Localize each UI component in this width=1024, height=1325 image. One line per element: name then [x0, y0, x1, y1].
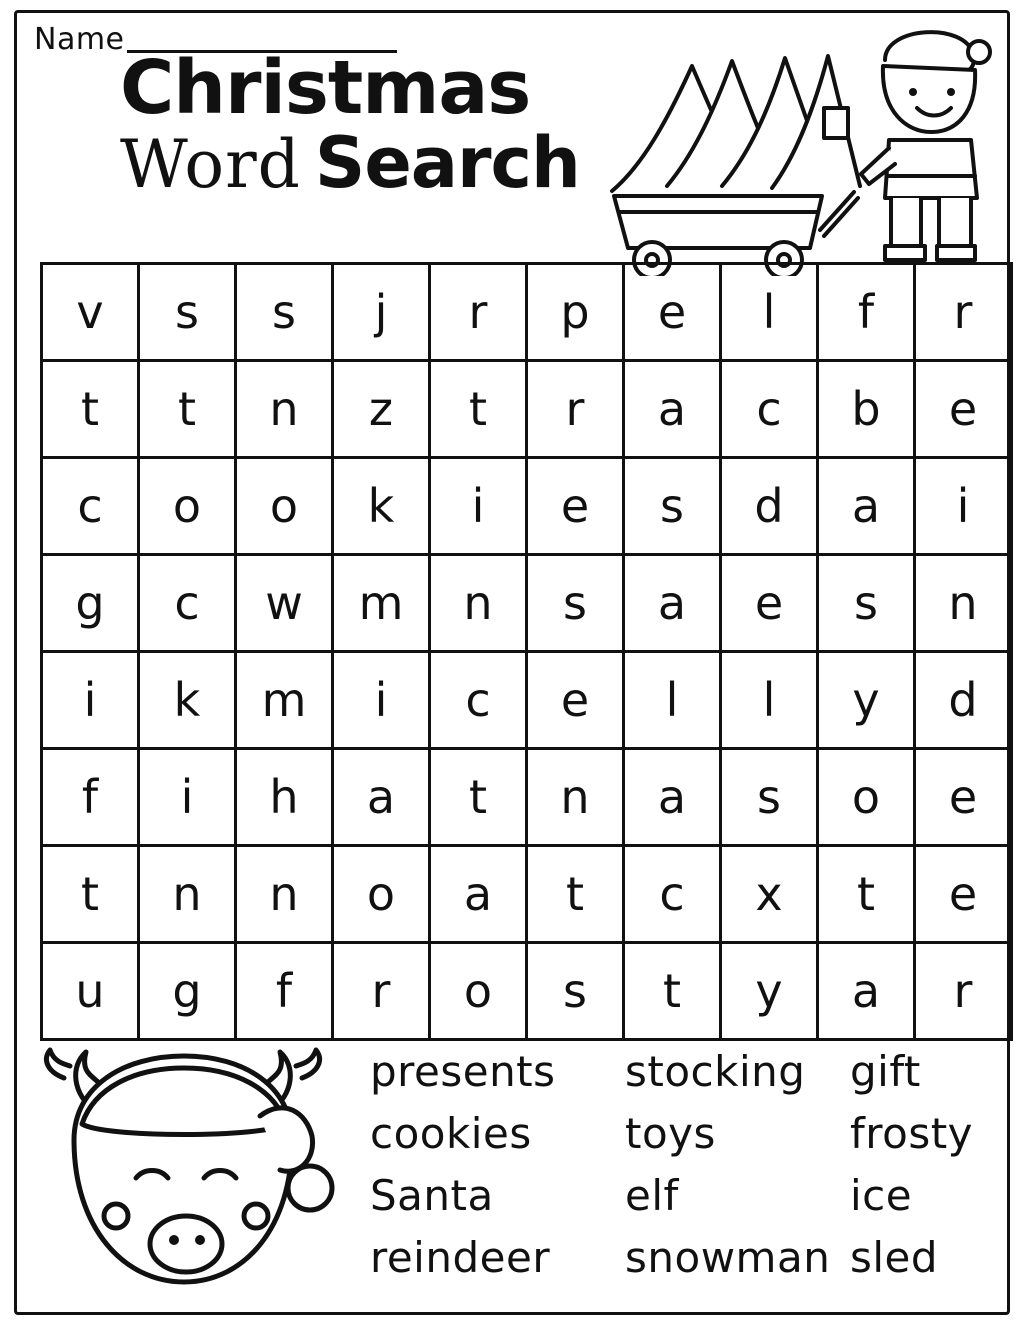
- grid-cell[interactable]: l: [721, 652, 818, 749]
- christmas-tree-wagon-icon: [572, 16, 872, 276]
- grid-cell[interactable]: f: [42, 749, 139, 846]
- grid-cell[interactable]: a: [624, 749, 721, 846]
- grid-cell[interactable]: b: [818, 361, 915, 458]
- grid-cell[interactable]: e: [721, 555, 818, 652]
- grid-cell[interactable]: n: [527, 749, 624, 846]
- letter-grid-table[interactable]: [40, 262, 1013, 1041]
- grid-cell[interactable]: v: [42, 264, 139, 361]
- grid-cell[interactable]: r: [915, 264, 1012, 361]
- grid-cell[interactable]: y: [721, 943, 818, 1040]
- grid-cell[interactable]: t: [42, 361, 139, 458]
- grid-cell[interactable]: e: [915, 749, 1012, 846]
- grid-cell[interactable]: a: [333, 749, 430, 846]
- page-title: [120, 45, 640, 204]
- list-item[interactable]: stocking: [625, 1046, 806, 1096]
- grid-cell[interactable]: s: [527, 555, 624, 652]
- grid-cell[interactable]: c: [139, 555, 236, 652]
- grid-cell[interactable]: n: [236, 846, 333, 943]
- grid-cell[interactable]: i: [42, 652, 139, 749]
- table-row[interactable]: [42, 555, 1012, 652]
- grid-cell[interactable]: p: [527, 264, 624, 361]
- list-item[interactable]: presents: [370, 1046, 556, 1096]
- grid-cell[interactable]: i: [430, 458, 527, 555]
- grid-cell[interactable]: n: [915, 555, 1012, 652]
- grid-cell[interactable]: s: [527, 943, 624, 1040]
- grid-cell[interactable]: n: [139, 846, 236, 943]
- grid-cell[interactable]: r: [430, 264, 527, 361]
- grid-cell[interactable]: o: [236, 458, 333, 555]
- grid-cell[interactable]: w: [236, 555, 333, 652]
- grid-cell[interactable]: k: [333, 458, 430, 555]
- grid-cell[interactable]: j: [333, 264, 430, 361]
- list-item[interactable]: gift: [850, 1046, 921, 1096]
- grid-cell[interactable]: l: [721, 264, 818, 361]
- grid-cell[interactable]: u: [42, 943, 139, 1040]
- table-row[interactable]: [42, 264, 1012, 361]
- word-list: [370, 1040, 1000, 1288]
- list-item[interactable]: elf: [625, 1170, 679, 1220]
- title-word: Word: [120, 126, 301, 203]
- grid-cell[interactable]: i: [915, 458, 1012, 555]
- grid-cell[interactable]: a: [430, 846, 527, 943]
- grid-cell[interactable]: e: [527, 458, 624, 555]
- grid-cell[interactable]: k: [139, 652, 236, 749]
- grid-cell[interactable]: t: [527, 846, 624, 943]
- word-search-grid[interactable]: [40, 262, 984, 1041]
- grid-cell[interactable]: m: [333, 555, 430, 652]
- grid-cell[interactable]: l: [624, 652, 721, 749]
- grid-cell[interactable]: e: [624, 264, 721, 361]
- grid-cell[interactable]: o: [139, 458, 236, 555]
- table-row[interactable]: [42, 749, 1012, 846]
- letter-grid-body: [42, 264, 1012, 1040]
- list-item[interactable]: ice: [850, 1170, 913, 1220]
- grid-cell[interactable]: a: [624, 555, 721, 652]
- grid-cell[interactable]: s: [721, 749, 818, 846]
- grid-cell[interactable]: d: [721, 458, 818, 555]
- grid-cell[interactable]: e: [527, 652, 624, 749]
- grid-cell[interactable]: o: [818, 749, 915, 846]
- grid-cell[interactable]: o: [333, 846, 430, 943]
- grid-cell[interactable]: t: [430, 749, 527, 846]
- grid-cell[interactable]: t: [42, 846, 139, 943]
- grid-cell[interactable]: o: [430, 943, 527, 1040]
- grid-cell[interactable]: s: [624, 458, 721, 555]
- table-row[interactable]: [42, 458, 1012, 555]
- table-row[interactable]: [42, 652, 1012, 749]
- grid-cell[interactable]: i: [333, 652, 430, 749]
- grid-cell[interactable]: t: [430, 361, 527, 458]
- table-row[interactable]: [42, 846, 1012, 943]
- grid-cell[interactable]: e: [915, 361, 1012, 458]
- grid-cell[interactable]: d: [915, 652, 1012, 749]
- grid-cell[interactable]: a: [818, 458, 915, 555]
- grid-cell[interactable]: s: [236, 264, 333, 361]
- grid-cell[interactable]: z: [333, 361, 430, 458]
- title-search: Search: [314, 122, 580, 204]
- list-item[interactable]: sled: [850, 1232, 939, 1282]
- list-item[interactable]: snowman: [625, 1232, 831, 1282]
- grid-cell[interactable]: c: [42, 458, 139, 555]
- grid-cell[interactable]: a: [818, 943, 915, 1040]
- title-line-christmas: Christmas: [120, 45, 531, 131]
- grid-cell[interactable]: c: [721, 361, 818, 458]
- name-label: Name: [34, 22, 125, 57]
- reindeer-illustration-icon: [24, 1020, 354, 1305]
- grid-cell[interactable]: h: [236, 749, 333, 846]
- grid-cell[interactable]: f: [236, 943, 333, 1040]
- grid-cell[interactable]: r: [333, 943, 430, 1040]
- grid-cell[interactable]: t: [139, 361, 236, 458]
- child-illustration-icon: [855, 8, 1005, 273]
- list-item[interactable]: toys: [625, 1108, 716, 1158]
- grid-cell[interactable]: c: [624, 846, 721, 943]
- grid-cell[interactable]: t: [818, 846, 915, 943]
- grid-cell[interactable]: r: [915, 943, 1012, 1040]
- grid-cell[interactable]: y: [818, 652, 915, 749]
- list-item[interactable]: reindeer: [370, 1232, 551, 1282]
- list-item[interactable]: cookies: [370, 1108, 532, 1158]
- grid-cell[interactable]: c: [430, 652, 527, 749]
- grid-cell[interactable]: n: [236, 361, 333, 458]
- grid-cell[interactable]: a: [624, 361, 721, 458]
- grid-cell[interactable]: g: [42, 555, 139, 652]
- table-row[interactable]: [42, 361, 1012, 458]
- list-item[interactable]: Santa: [370, 1170, 494, 1220]
- grid-cell[interactable]: f: [818, 264, 915, 361]
- grid-cell[interactable]: r: [527, 361, 624, 458]
- list-item[interactable]: frosty: [850, 1108, 974, 1158]
- grid-cell[interactable]: t: [624, 943, 721, 1040]
- grid-cell[interactable]: n: [430, 555, 527, 652]
- grid-cell[interactable]: m: [236, 652, 333, 749]
- title-line-word-search: [120, 122, 640, 204]
- grid-cell[interactable]: i: [139, 749, 236, 846]
- grid-cell[interactable]: s: [139, 264, 236, 361]
- grid-cell[interactable]: s: [818, 555, 915, 652]
- grid-cell[interactable]: e: [915, 846, 1012, 943]
- grid-cell[interactable]: x: [721, 846, 818, 943]
- grid-cell[interactable]: g: [139, 943, 236, 1040]
